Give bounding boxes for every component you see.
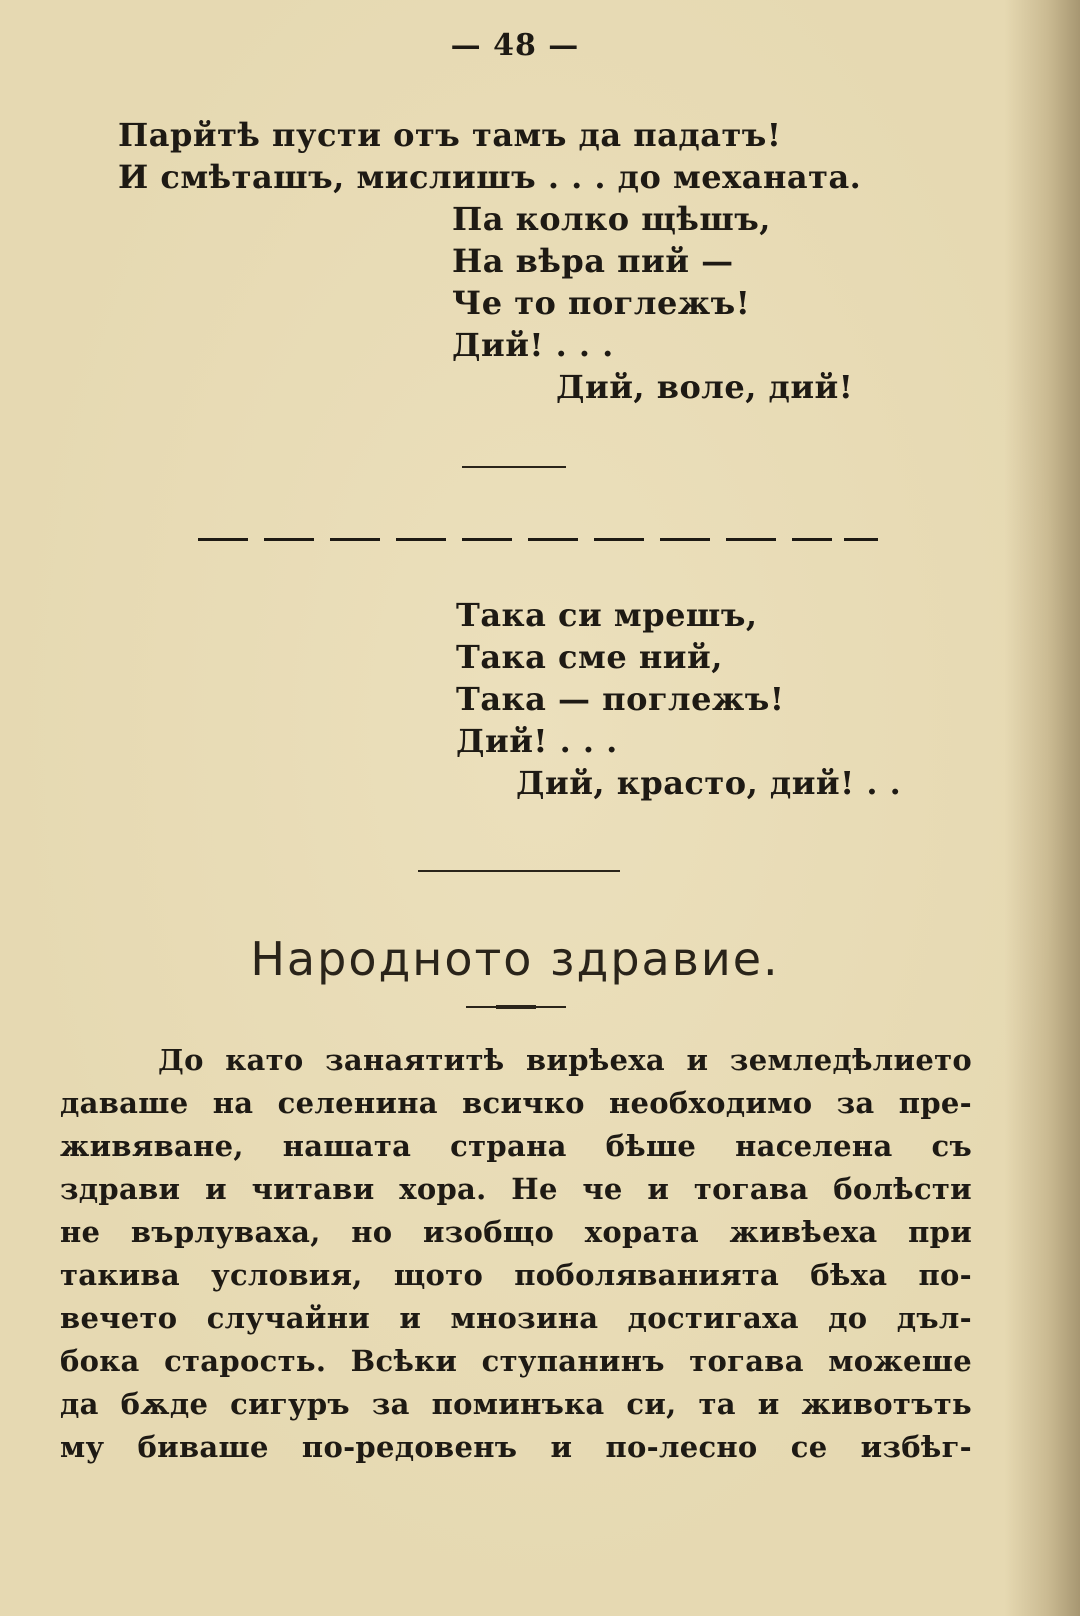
verse-line: Дий! . . . — [452, 326, 614, 364]
page-number: — 48 — — [450, 28, 580, 63]
title-underline-ornament — [496, 1005, 536, 1009]
paragraph-line: бока старость. Всѣки ступанинъ тогава можеше — [60, 1344, 972, 1378]
dash — [844, 538, 878, 541]
paragraph-line: такива условия, щото поболяванията бѣха по- — [60, 1258, 972, 1292]
verse-line: Така — поглежъ! — [456, 680, 785, 718]
paragraph-line: здрави и читави хора. Не че и тогава болѣсти — [60, 1172, 972, 1206]
section-title: Народното здравие. — [250, 932, 780, 986]
paragraph-line: не върлуваха, но изобщо хората живѣеха при — [60, 1215, 972, 1249]
paragraph-line: живяване, нашата страна бѣше населена съ — [60, 1129, 972, 1163]
verse-line: Дий, красто, дий! . . — [516, 764, 902, 802]
paragraph-line: вечето случайни и мнозина достигаха до дъл- — [60, 1301, 972, 1335]
separator-rule — [418, 870, 620, 872]
paragraph-line: да бѫде сигуръ за поминъка си, та и животъть — [60, 1387, 972, 1421]
verse-line: Че то поглежъ! — [452, 284, 751, 322]
verse-line: И смѣташъ, мислишъ . . . до механата. — [118, 158, 862, 196]
separator-rule — [462, 466, 566, 468]
dash — [264, 538, 314, 541]
verse-line: Дий, воле, дий! — [556, 368, 854, 406]
dash — [726, 538, 776, 541]
dash — [660, 538, 710, 541]
dash — [396, 538, 446, 541]
verse-line: Така си мрешъ, — [456, 596, 758, 634]
dash — [528, 538, 578, 541]
paragraph-line: До като занаятитѣ вирѣеха и земледѣлието — [158, 1043, 972, 1077]
verse-line: Дий! . . . — [456, 722, 618, 760]
verse-line: Така сме ний, — [456, 638, 723, 676]
verse-line: Парйтѣ пусти отъ тамъ да падатъ! — [118, 116, 782, 154]
verse-line: На вѣра пий — — [452, 242, 734, 280]
omission-dash-row — [198, 534, 878, 546]
verse-line: Па колко щѣшъ, — [452, 200, 771, 238]
dash — [462, 538, 512, 541]
paragraph-line: му биваше по-редовенъ и по-лесно се избѣг- — [60, 1430, 972, 1464]
paragraph-line: даваше на селенина всичко необходимо за пре- — [60, 1086, 972, 1120]
dash — [198, 538, 248, 541]
dash — [792, 538, 832, 541]
dash — [594, 538, 644, 541]
dash — [330, 538, 380, 541]
